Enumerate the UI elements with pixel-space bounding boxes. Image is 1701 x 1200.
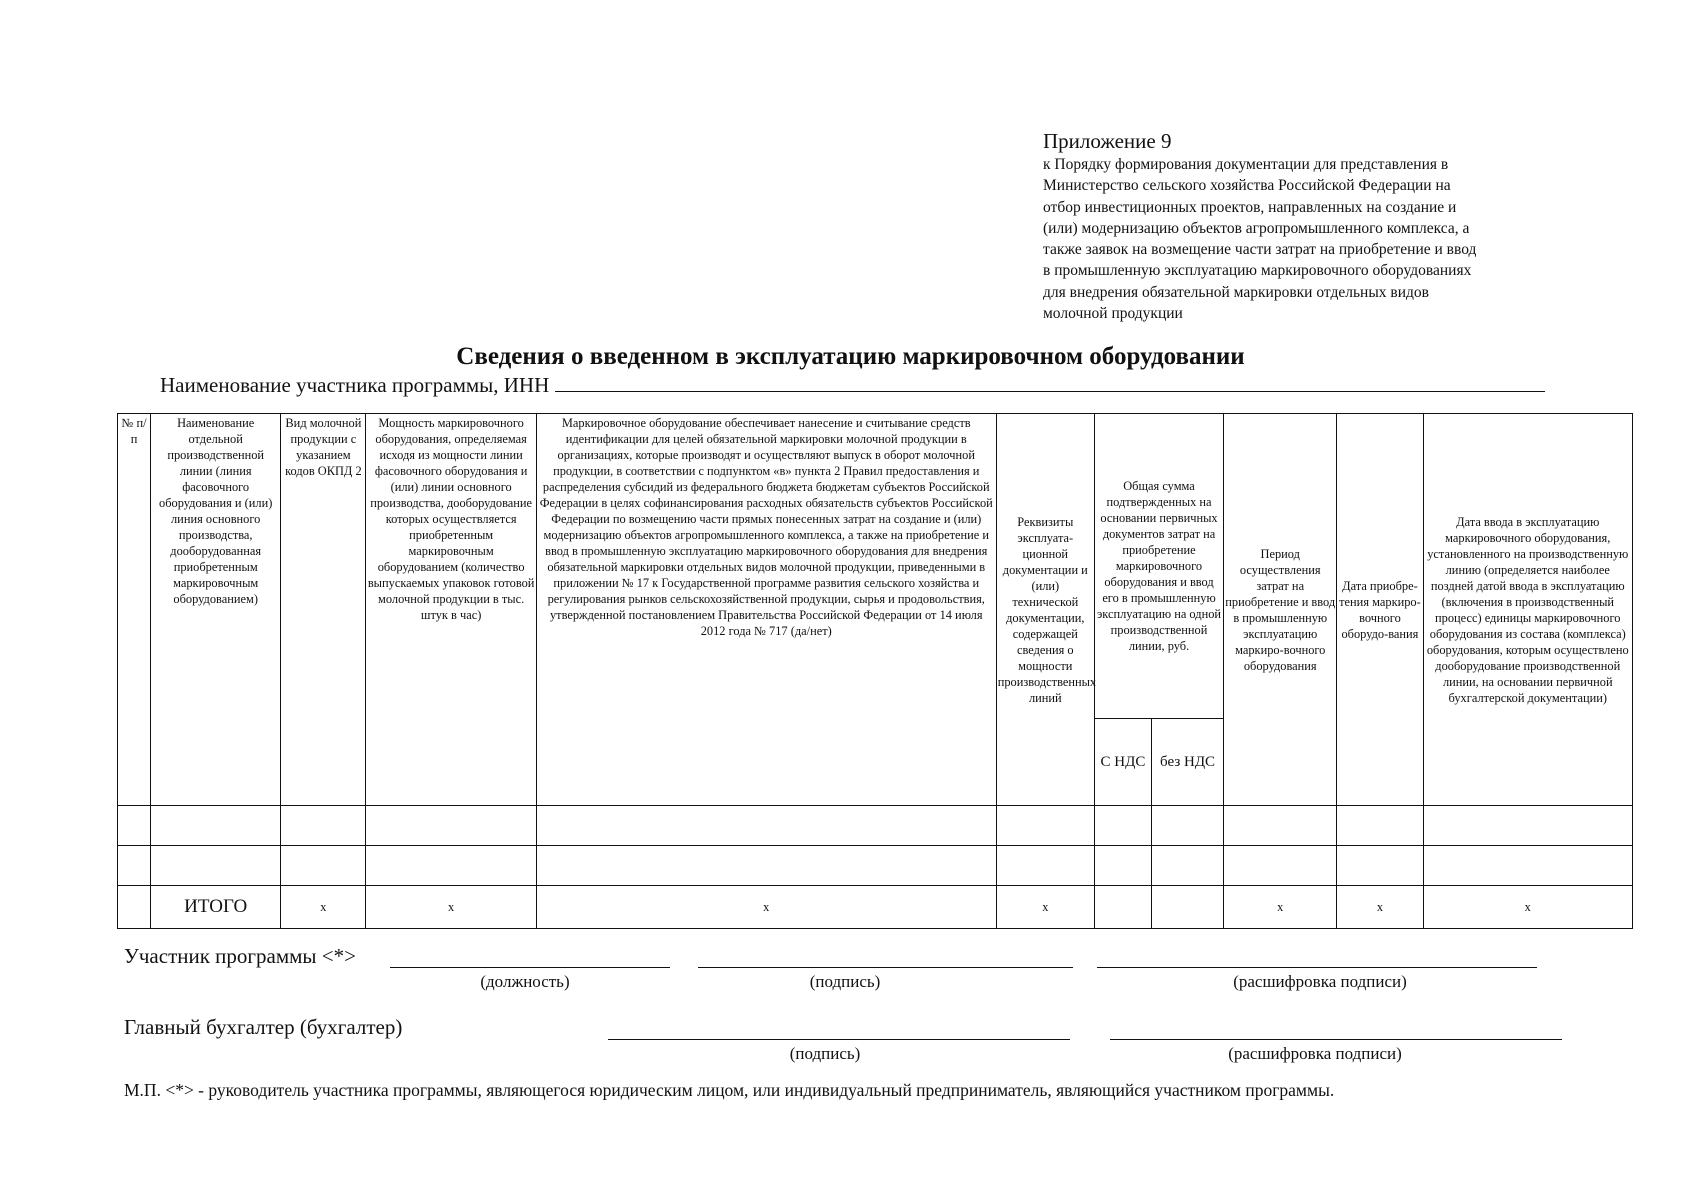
footnote: М.П. <*> - руководитель участника программы, являющегося юридическим лицом, или индивидуальный предприниматель, являющийся участником программы. [124, 1080, 1335, 1100]
table-cell [996, 806, 1094, 846]
table-cell [1224, 806, 1337, 846]
total-x: х [996, 886, 1094, 929]
header-line-name: Наименование отдельной производственной линии (линия фасовочного оборудования и (или) линия основного производства, дооборудованная приобретенным маркировочным оборудованием) [151, 414, 281, 806]
appendix-line: молочной продукции [1043, 305, 1183, 323]
position-caption: (должность) [480, 972, 570, 991]
total-x: х [1337, 886, 1423, 929]
table-cell [366, 806, 536, 846]
table-cell [151, 846, 281, 886]
appendix-title: Приложение 9 [1043, 129, 1172, 153]
appendix-line: также заявок на возмещение части затрат на приобретение и ввод [1043, 241, 1477, 259]
header-docs: Реквизиты эксплуата-ционной документации и (или) технической документации, содержащей сведения о мощности производственных линий [996, 414, 1094, 806]
table-cell [1094, 846, 1151, 886]
table-cell [1337, 846, 1423, 886]
table-cell [1224, 846, 1337, 886]
appendix-line: (или) модернизацию объектов агропромышленного комплекса, а [1043, 219, 1470, 237]
appendix-line: для внедрения обязательной маркировки отдельных видов [1043, 283, 1429, 301]
table-cell [151, 806, 281, 846]
table-cell [1423, 806, 1632, 846]
accountant-signature-line [608, 1039, 1070, 1040]
table-cell [118, 846, 151, 886]
table-cell [536, 806, 996, 846]
table-cell [1423, 846, 1632, 886]
accountant-label: Главный бухгалтер (бухгалтер) [124, 1015, 403, 1039]
table-row [118, 806, 1633, 846]
participant-signature-label: Участник программы <*> [124, 944, 356, 968]
table-cell [996, 846, 1094, 886]
signature-caption: (подпись) [809, 972, 881, 991]
table-cell [1094, 806, 1151, 846]
header-with-vat: С НДС [1094, 719, 1151, 806]
table-cell [281, 846, 366, 886]
total-x: х [536, 886, 996, 929]
table-cell [366, 846, 536, 886]
decoding-line [1097, 967, 1537, 968]
table-cell [281, 806, 366, 846]
accountant-signature-caption: (подпись) [789, 1044, 861, 1063]
total-x: х [366, 886, 536, 929]
participant-name-field [160, 373, 1545, 398]
position-line [390, 967, 670, 968]
participant-label: Наименование участника программы, ИНН [160, 373, 550, 397]
accountant-decoding-caption: (расшифровка подписи) [1228, 1044, 1402, 1063]
appendix-line: к Порядку формирования документации для представления в [1043, 156, 1449, 173]
header-total-sum: Общая сумма подтвержденных на основании первичных документов затрат на приобретение маркировочного оборудования и ввод его в промышленную эксплуатацию на одной производственной линии, руб. [1094, 414, 1223, 719]
header-period: Период осуществления затрат на приобретение и ввод в промышленную эксплуатацию маркиро-вочного оборудования [1224, 414, 1337, 806]
document-title: Сведения о введенном в эксплуатацию маркировочном оборудовании [456, 343, 1245, 370]
header-num: № п/п [118, 414, 151, 806]
total-x: х [281, 886, 366, 929]
table-cell [536, 846, 996, 886]
appendix-block [1043, 128, 1643, 324]
table-cell [1337, 806, 1423, 846]
table-cell [1152, 806, 1224, 846]
header-compliance: Маркировочное оборудование обеспечивает нанесение и считывание средств идентификации для целей обязательной маркировки молочной продукции в организациях, которые производят и осуществляют выпуск в оборот молочной продукции, в соответствии с подпунктом «в» пункта 2 Правил предоставления и распределения субсидий из федерального бюджета бюджетам субъектов Российской Федерации в целях софинансирования расходных обязательств субъектов Российской Федерации по возмещению части прямых понесенных затрат на создание и (или) модернизацию объектов агропромышленного комплекса, а также на приобретение и ввод в промышленную эксплуатацию маркировочного оборудования для внедрения обязательной маркировки отдельных видов молочной продукции, приведенными в приложении № 17 к Государственной программе развития сельского хозяйства и регулирования рынков сельскохозяйственной продукции, сырья и продовольствия, утвержденной постановлением Правительства Российской Федерации от 14 июля 2012 года № 717 (да/нет) [536, 414, 996, 806]
table-cell [1152, 846, 1224, 886]
total-row [118, 886, 1633, 929]
signature-line [698, 967, 1073, 968]
appendix-line: отбор инвестиционных проектов, направленных на создание и [1043, 198, 1457, 216]
header-purchase-date: Дата приобре-тения маркиро-вочного оборудо-вания [1337, 414, 1423, 806]
participant-blank-line [555, 373, 1545, 392]
table-cell [1152, 886, 1224, 929]
table-cell [118, 886, 151, 929]
total-x: х [1224, 886, 1337, 929]
table-row [118, 846, 1633, 886]
accountant-decoding-line [1110, 1039, 1562, 1040]
total-label: ИТОГО [151, 886, 281, 929]
appendix-line: в промышленную эксплуатацию маркировочного оборудованиях [1043, 262, 1472, 280]
header-product-type: Вид молочной продукции с указанием кодов ОКПД 2 [281, 414, 366, 806]
header-without-vat: без НДС [1152, 719, 1224, 806]
decoding-caption: (расшифровка подписи) [1233, 972, 1407, 991]
appendix-line: Министерство сельского хозяйства Российской Федерации на [1043, 177, 1451, 195]
total-x: х [1423, 886, 1632, 929]
table-cell [118, 806, 151, 846]
equipment-table [117, 413, 1633, 929]
header-commission-date: Дата ввода в эксплуатацию маркировочного оборудования, установленного на производственную линию (определяется наиболее поздней датой ввода в эксплуатацию (включения в производственный процесс) единицы маркировочного оборудования из состава (комплекса) оборудования, которым осуществлено дооборудование производственной линии, на основании первичной бухгалтерской документации) [1423, 414, 1632, 806]
table-cell [1094, 886, 1151, 929]
header-capacity: Мощность маркировочного оборудования, определяемая исходя из мощности линии фасовочного оборудования и (или) линии основного производства, дооборудование которых осуществляется приобретенным маркировочным оборудованием (количество выпускаемых упаковок готовой молочной продукции в тыс. штук в час) [366, 414, 536, 806]
